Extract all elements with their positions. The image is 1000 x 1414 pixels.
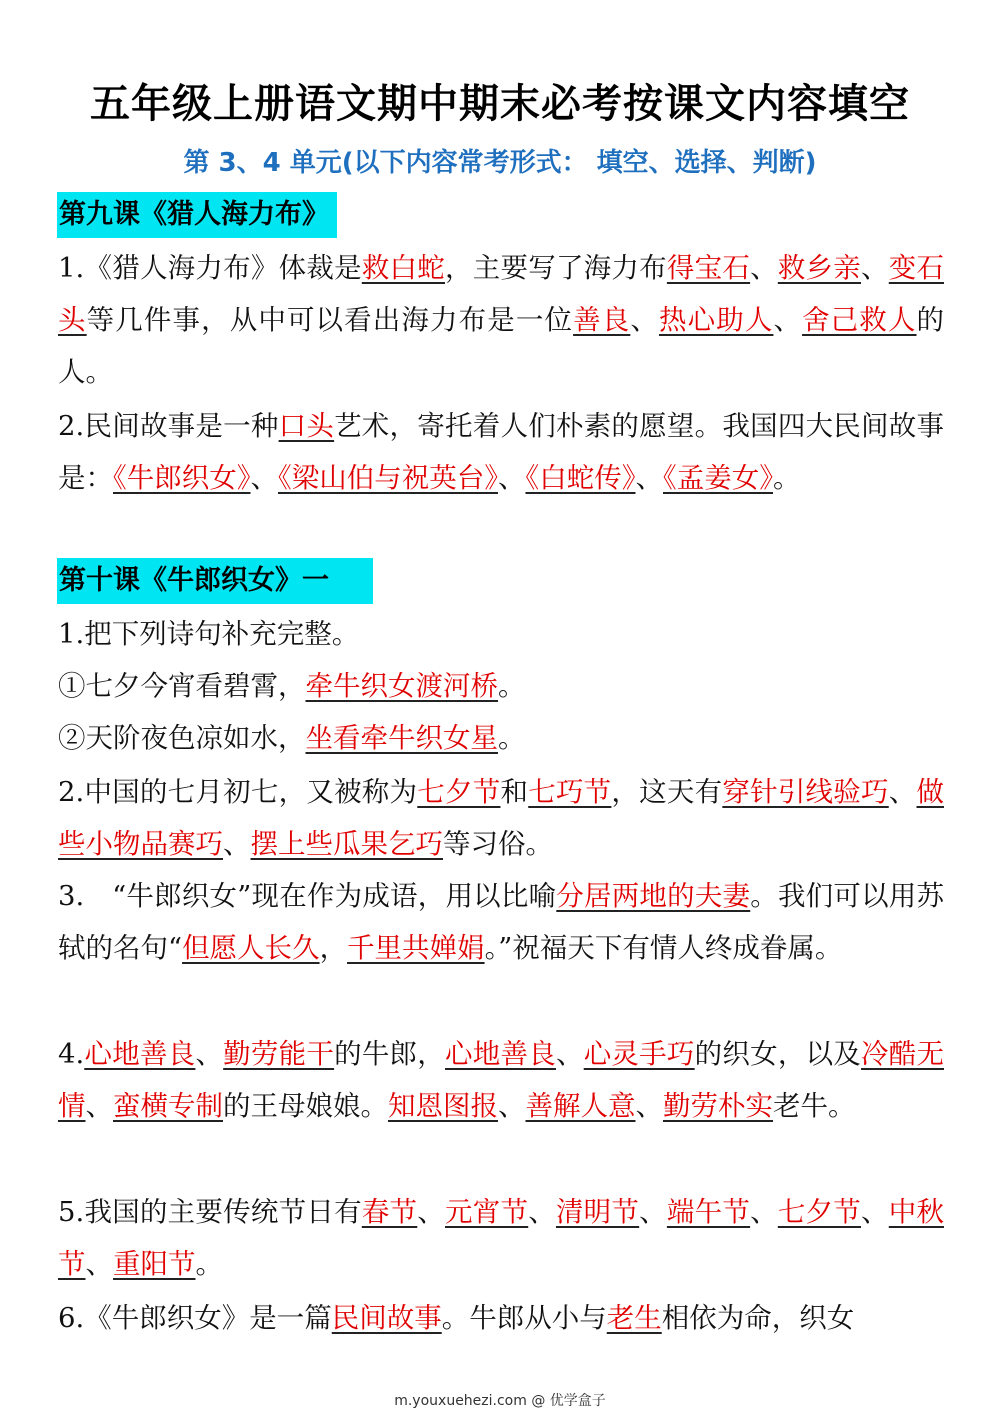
question-text: 、 — [750, 1196, 778, 1228]
answer-blank: 春节 — [361, 1196, 418, 1228]
answer-blank: 七夕节 — [417, 776, 501, 808]
lesson-10-question-5 — [58, 1186, 944, 1290]
question-text: 、 — [498, 1090, 526, 1122]
answer-blank: 分居两地的夫妻 — [556, 880, 751, 912]
answer-blank: 勤劳朴实 — [663, 1090, 773, 1122]
question-text: 、 — [555, 1038, 584, 1070]
answer-blank: 知恩图报 — [388, 1090, 498, 1122]
question-text: ，这天有 — [611, 776, 723, 808]
question-text: 2.中国的七月初七，又被称为 — [58, 776, 418, 808]
question-text: 的人。 — [58, 304, 945, 388]
question-text: 等几件事，从中可以看出海力布是一位 — [86, 304, 574, 336]
answer-blank: 心灵手巧 — [583, 1038, 695, 1070]
question-text: 5.我国的主要传统节日有 — [58, 1196, 362, 1228]
question-text: 。 — [498, 670, 526, 702]
question-text: 、 — [861, 252, 889, 284]
question-text: 2.民间故事是一种 — [58, 410, 279, 442]
page-title: 五年级上册语文期中期末必考按课文内容填空 — [90, 81, 910, 127]
page-subtitle: 第 3、4 单元(以下内容常考形式： 填空、选择、判断) — [183, 148, 817, 178]
answer-blank: 端午节 — [666, 1196, 751, 1228]
question-text: ，主要写了海力布 — [445, 252, 667, 284]
question-text: 、 — [635, 462, 663, 494]
question-text: 6.《牛郎织女》是一篇 — [58, 1302, 332, 1334]
question-text: 和 — [500, 776, 529, 808]
poem-line-1 — [58, 660, 944, 712]
question-text: 、 — [250, 462, 278, 494]
question-text: ， — [319, 932, 348, 964]
lesson-10-question-4 — [58, 1028, 944, 1132]
answer-blank: 《孟姜女》 — [663, 462, 773, 494]
question-text: 、 — [639, 1196, 667, 1228]
question-text: ①七夕今宵看碧霄， — [58, 670, 306, 702]
question-text: 、 — [888, 776, 917, 808]
question-text: 。 — [498, 722, 526, 754]
question-text: 的王母娘娘。 — [223, 1090, 388, 1122]
answer-blank: 民间故事 — [331, 1302, 442, 1334]
answer-blank: 中秋节 — [58, 1196, 944, 1280]
question-text: 、 — [635, 1090, 663, 1122]
lesson-10-question-3 — [58, 870, 944, 974]
answer-blank: 七巧节 — [528, 776, 612, 808]
answer-blank: 蛮横专制 — [113, 1090, 223, 1122]
question-text: 、 — [498, 462, 526, 494]
answer-blank: 善良 — [573, 304, 631, 336]
question-text: 、 — [630, 304, 659, 336]
question-text: 、 — [195, 1038, 224, 1070]
question-text: 、 — [223, 828, 251, 860]
question-text: ②天阶夜色凉如水， — [58, 722, 306, 754]
lesson-9-question-1 — [58, 242, 944, 398]
answer-blank: 清明节 — [555, 1196, 640, 1228]
answer-blank: 心地善良 — [445, 1038, 556, 1070]
answer-blank: 但愿人长久 — [182, 932, 320, 964]
answer-blank: 救乡亲 — [777, 252, 862, 284]
question-text: 1.《猎人海力布》体裁是 — [58, 252, 362, 284]
answer-blank: 做些小物品赛巧 — [58, 776, 944, 860]
question-text: 。 — [195, 1248, 223, 1280]
question-text: 4. — [58, 1038, 85, 1070]
question-text: 。牛郎从小与 — [441, 1302, 607, 1334]
answer-blank: 口头 — [278, 410, 335, 442]
footer-watermark: m.youxuehezi.com @ 优学盒子 — [394, 1393, 606, 1409]
question-text: 、 — [85, 1090, 113, 1122]
poem-line-2 — [58, 712, 944, 764]
answer-blank: 冷酷无情 — [58, 1038, 945, 1122]
question-text: 、 — [85, 1248, 113, 1280]
question-text: 、 — [750, 252, 778, 284]
answer-blank: 舍己救人 — [802, 304, 917, 336]
question-text: 等习俗。 — [443, 828, 553, 860]
answer-blank: 千里共婵娟 — [347, 932, 485, 964]
question-text: 相依为命，织女 — [661, 1302, 855, 1334]
lesson-10-heading: 第十课《牛郎织女》一 — [57, 558, 373, 604]
answer-blank: 变石头 — [58, 252, 944, 336]
question-text: 的织女，以及 — [694, 1038, 862, 1070]
question-text: 。 — [773, 462, 801, 494]
answer-blank: 摆上些瓜果乞巧 — [250, 828, 443, 860]
question-text: 艺术，寄托着人们朴素的愿望。我国四大民间故事是： — [58, 410, 944, 494]
answer-blank: 心地善良 — [84, 1038, 196, 1070]
answer-blank: 热心助人 — [658, 304, 774, 336]
answer-blank: 牵牛织女渡河桥 — [305, 670, 498, 702]
answer-blank: 勤劳能干 — [223, 1038, 335, 1070]
answer-blank: 重阳节 — [113, 1248, 196, 1280]
answer-blank: 善解人意 — [525, 1090, 636, 1122]
lesson-9-heading: 第九课《猎人海力布》 — [57, 192, 337, 238]
answer-blank: 坐看牵牛织女星 — [305, 722, 498, 754]
lesson-9-question-2 — [58, 400, 944, 504]
answer-blank: 元宵节 — [445, 1196, 529, 1228]
answer-blank: 救白蛇 — [361, 252, 446, 284]
answer-blank: 得宝石 — [666, 252, 751, 284]
lesson-10-question-6 — [58, 1292, 944, 1344]
question-text: 、 — [861, 1196, 889, 1228]
lesson-10-question-1-intro: 1.把下列诗句补充完整。 — [58, 618, 360, 650]
question-text: 、 — [773, 304, 803, 336]
answer-blank: 《牛郎织女》 — [113, 462, 251, 494]
answer-blank: 《梁山伯与祝英台》 — [278, 462, 498, 494]
answer-blank: 穿针引线验巧 — [722, 776, 889, 808]
question-text: 、 — [417, 1196, 446, 1228]
lesson-10-question-2 — [58, 766, 944, 870]
question-text: 3. “牛郎织女”现在作为成语，用以比喻 — [58, 880, 557, 912]
question-text: 老牛。 — [773, 1090, 856, 1122]
answer-blank: 老生 — [606, 1302, 662, 1334]
question-text: 、 — [528, 1196, 556, 1228]
answer-blank: 《白蛇传》 — [525, 462, 636, 494]
answer-blank: 七夕节 — [777, 1196, 862, 1228]
question-text: 。”祝福天下有情人终成眷属。 — [484, 932, 843, 964]
question-text: 的牛郎， — [334, 1038, 446, 1070]
question-text: 。我们可以用苏轼的名句“ — [58, 880, 944, 964]
